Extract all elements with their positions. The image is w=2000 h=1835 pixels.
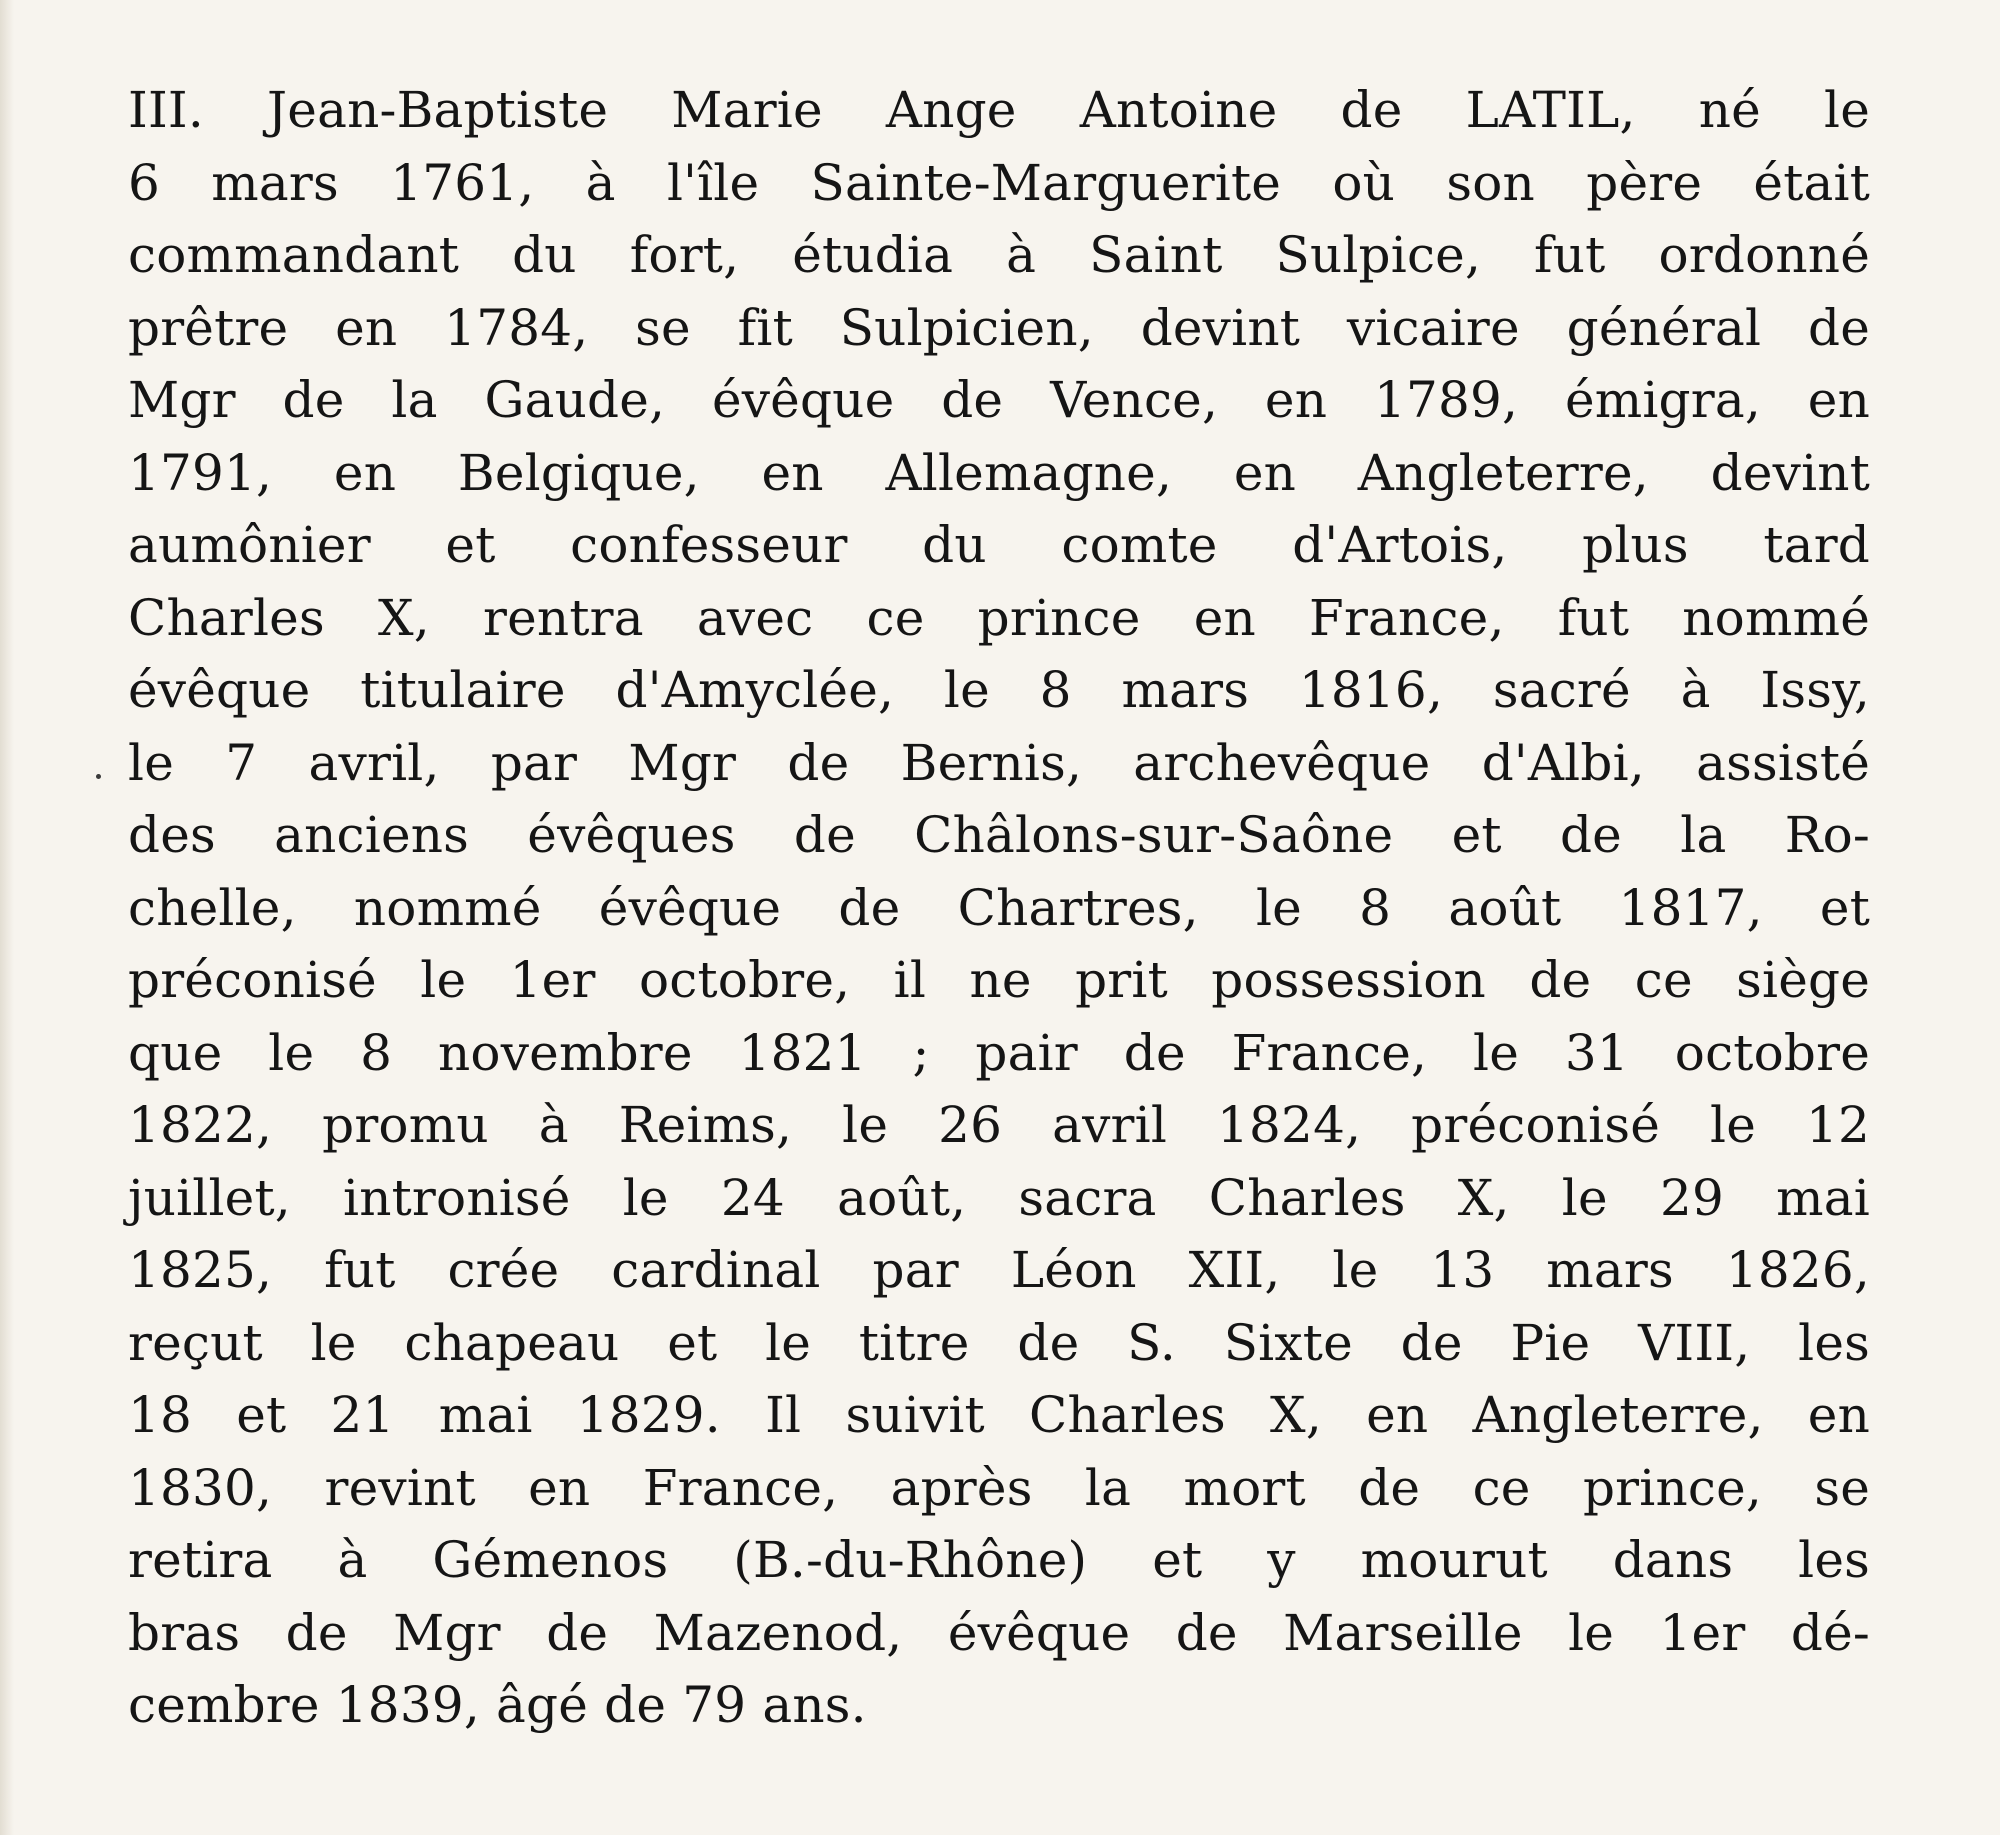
text-line: que le 8 novembre 1821 ; pair de France, le 31 octobre (128, 1023, 1870, 1082)
text-line: 1791, en Belgique, en Allemagne, en Angleterre, devint (128, 443, 1870, 502)
text-line: 1825, fut crée cardinal par Léon XII, le 13 mars 1826, (128, 1241, 1870, 1299)
text-line: reçut le chapeau et le titre de S. Sixte de Pie VIII, les (128, 1313, 1870, 1372)
text-line: bras de Mgr de Mazenod, évêque de Marseille le 1er dé- (128, 1603, 1870, 1662)
text-line: juillet, intronisé le 24 août, sacra Charles X, le 29 mai (128, 1168, 1870, 1227)
page-edge-shadow (0, 0, 14, 1835)
text-line: préconisé le 1er octobre, il ne prit possession de ce siège (128, 951, 1870, 1009)
text-line: chelle, nommé évêque de Chartres, le 8 août 1817, et (128, 878, 1870, 937)
text-line: Charles X, rentra avec ce prince en France, fut nommé (128, 588, 1870, 647)
text-line: des anciens évêques de Châlons-sur-Saône et de la Ro- (128, 806, 1870, 864)
text-line: 1830, revint en France, après la mort de ce prince, se (128, 1458, 1870, 1517)
text-line: prêtre en 1784, se fit Sulpicien, devint vicaire général de (128, 298, 1870, 357)
text-line: commandant du fort, étudia à Saint Sulpice, fut ordonné (128, 226, 1870, 284)
text-line: retira à Gémenos (B.-du-Rhône) et y mourut dans les (128, 1531, 1870, 1589)
text-line: cembre 1839, âgé de 79 ans. (128, 1676, 867, 1734)
text-line: 6 mars 1761, à l'île Sainte-Marguerite où son père était (128, 153, 1870, 212)
text-line: 1822, promu à Reims, le 26 avril 1824, préconisé le 12 (128, 1096, 1870, 1154)
text-line: aumônier et confesseur du comte d'Artois, plus tard (128, 516, 1870, 574)
text-line: III. Jean-Baptiste Marie Ange Antoine de LATIL, né le (128, 81, 1870, 139)
text-line: évêque titulaire d'Amyclée, le 8 mars 1816, sacré à Issy, (128, 661, 1870, 719)
text-line: Mgr de la Gaude, évêque de Vence, en 1789, émigra, en (128, 371, 1870, 429)
biography-paragraph (128, 74, 1870, 1742)
text-line: 18 et 21 mai 1829. Il suivit Charles X, en Angleterre, en (128, 1386, 1870, 1444)
text-line: le 7 avril, par Mgr de Bernis, archevêque d'Albi, assisté (128, 733, 1870, 792)
paper-speck (96, 774, 101, 779)
